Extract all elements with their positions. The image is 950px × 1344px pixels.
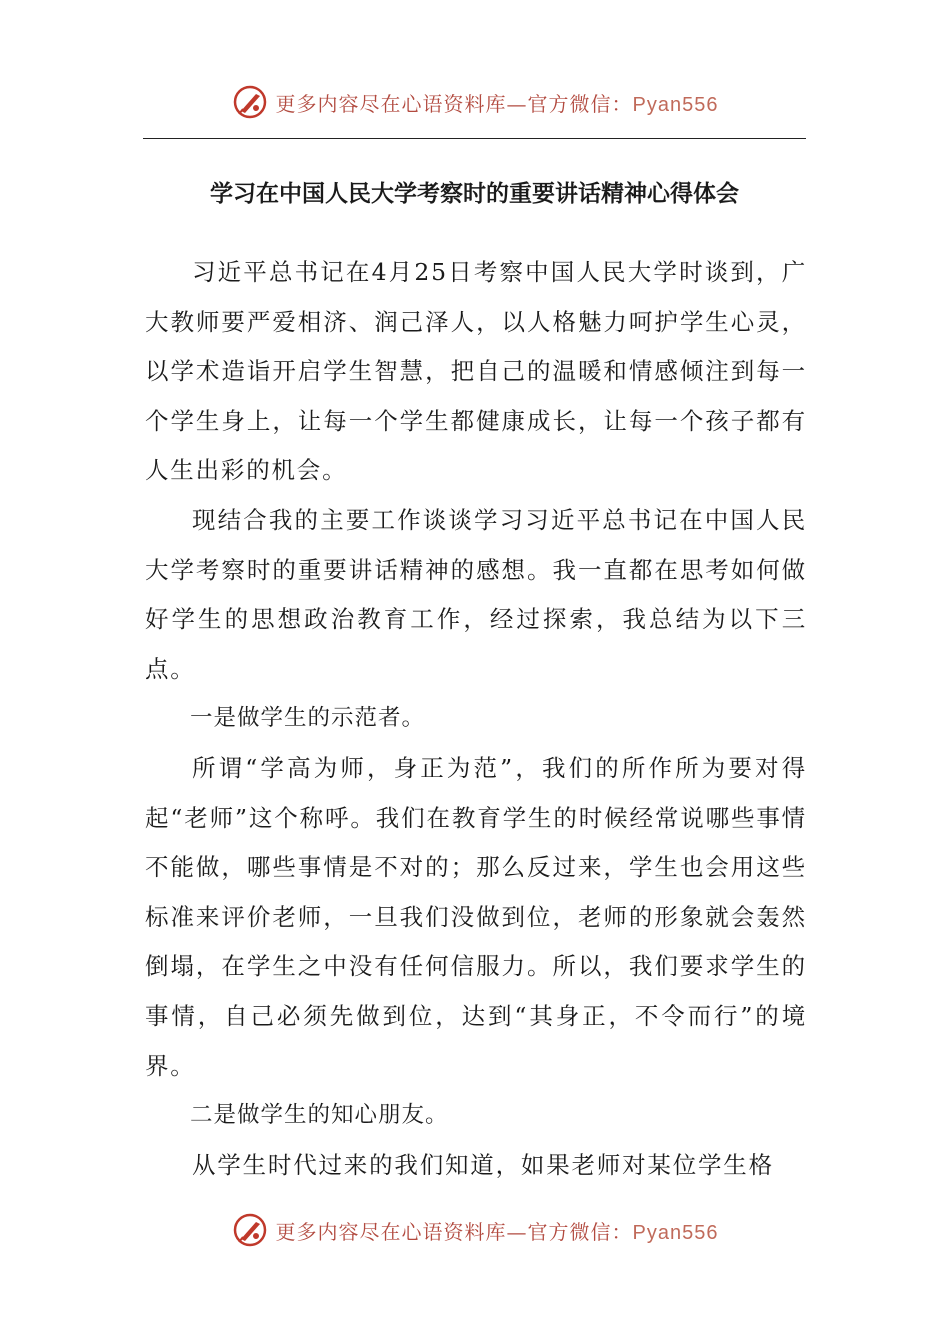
footer-banner (0, 1208, 950, 1252)
paragraph-section-1: 所谓“学高为师，身正为范”，我们的所作所为要对得起“老师”这个称呼。我们在教育学生的时候经常说哪些事情不能做，哪些事情是不对的；那么反过来，学生也会用这些标准来评价老师，一旦我们没做到位，老师的形象就会轰然倒塌，在学生之中没有任何信服力。所以，我们要求学生的事情，自己必须先做到位，达到“其身正，不令而行”的境界。 (145, 753, 807, 1080)
wechat-id: Pyan556 (632, 93, 719, 116)
header-banner (0, 80, 950, 124)
document-title: 学习在中国人民大学考察时的重要讲话精神心得体会 (210, 181, 739, 207)
header-divider (143, 138, 806, 139)
section-heading-2: 二是做学生的知心朋友。 (190, 1102, 449, 1129)
wechat-id: Pyan556 (632, 1221, 719, 1244)
section-heading-1: 一是做学生的示范者。 (190, 705, 426, 732)
banner-caption: 更多内容尽在心语资料库—官方微信：Pyan556 (275, 91, 719, 116)
paragraph-summary: 现结合我的主要工作谈谈学习习近平总书记在中国人民大学考察时的重要讲话精神的感想。我一直都在思考如何做好学生的思想政治教育工作，经过探索，我总结为以下三点。 (145, 505, 807, 683)
banner-caption: 更多内容尽在心语资料库—官方微信：Pyan556 (275, 1219, 719, 1244)
paragraph-intro: 习近平总书记在4月25日考察中国人民大学时谈到，广大教师要严爱相济、润己泽人，以人格魅力呵护学生心灵，以学术造诣开启学生智慧，把自己的温暖和情感倾注到每一个学生身上，让每一个学生都健康成长，让每一个孩子都有人生出彩的机会。 (145, 258, 807, 485)
paragraph-section-2: 从学生时代过来的我们知道，如果老师对某位学生格 (192, 1150, 774, 1179)
document-body (145, 248, 807, 1190)
quill-logo-icon (232, 84, 268, 120)
quill-logo-icon (232, 1212, 268, 1248)
